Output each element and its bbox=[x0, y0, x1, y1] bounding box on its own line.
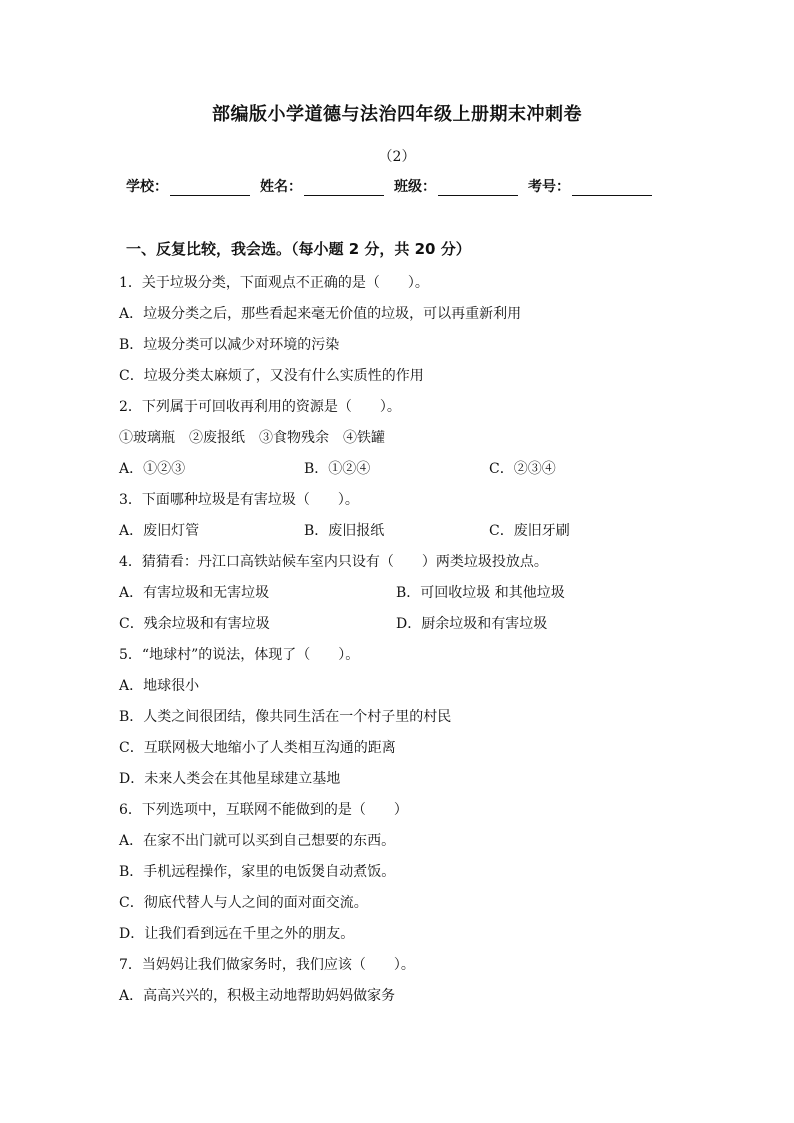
q2-option-a: A．①②③ bbox=[119, 461, 186, 477]
q2-option-c: C．②③④ bbox=[489, 461, 556, 477]
q4-option-b: B．可回收垃圾 和其他垃圾 bbox=[396, 585, 565, 601]
school-label: 学校： bbox=[126, 179, 168, 195]
q4-options-row2 bbox=[119, 609, 719, 640]
name-blank[interactable] bbox=[304, 181, 384, 196]
q4-stem: 4．猜猜看：丹江口高铁站候车室内只设有（ ）两类垃圾投放点。 bbox=[119, 554, 548, 570]
q3-option-b: B．废旧报纸 bbox=[304, 523, 385, 539]
q5-option-d: D．未来人类会在其他星球建立基地 bbox=[119, 771, 341, 787]
q5-option-a: A．地球很小 bbox=[119, 678, 200, 694]
class-label: 班级： bbox=[394, 179, 436, 195]
q4-option-d: D．厨余垃圾和有害垃圾 bbox=[396, 616, 548, 632]
q7-option-a: A．高高兴兴的，积极主动地帮助妈妈做家务 bbox=[119, 988, 396, 1004]
name-field bbox=[260, 176, 384, 196]
q6-stem: 6．下列选项中，互联网不能做到的是（ ） bbox=[119, 802, 408, 818]
q1-stem: 1．关于垃圾分类，下面观点不正确的是（ ）。 bbox=[119, 275, 429, 291]
q6-option-d: D．让我们看到远在千里之外的朋友。 bbox=[119, 926, 355, 942]
class-blank[interactable] bbox=[438, 181, 518, 196]
q3-option-a: A．废旧灯管 bbox=[119, 523, 200, 539]
question-list bbox=[119, 268, 719, 1012]
q2-options bbox=[119, 454, 719, 485]
q3-options bbox=[119, 516, 719, 547]
class-field bbox=[394, 176, 518, 196]
exam-subtitle: （2） bbox=[378, 149, 416, 165]
q1-option-a: A．垃圾分类之后，那些看起来毫无价值的垃圾，可以再重新利用 bbox=[119, 306, 522, 322]
q6-option-b: B．手机远程操作，家里的电饭煲自动煮饭。 bbox=[119, 864, 396, 880]
q5-option-c: C．互联网极大地缩小了人类相互沟通的距离 bbox=[119, 740, 396, 756]
number-label: 考号： bbox=[528, 179, 570, 195]
q6-option-c: C．彻底代替人与人之间的面对面交流。 bbox=[119, 895, 368, 911]
number-blank[interactable] bbox=[572, 181, 652, 196]
q1-option-c: C．垃圾分类太麻烦了，又没有什么实质性的作用 bbox=[119, 368, 424, 384]
q3-stem: 3．下面哪种垃圾是有害垃圾（ ）。 bbox=[119, 492, 359, 508]
q4-option-c: C．残余垃圾和有害垃圾 bbox=[119, 616, 270, 632]
name-label: 姓名： bbox=[260, 179, 302, 195]
q2-items: ①玻璃瓶 ②废报纸 ③食物残余 ④铁罐 bbox=[119, 430, 385, 446]
q5-stem: 5．“地球村”的说法，体现了（ ）。 bbox=[119, 647, 360, 663]
number-field bbox=[528, 176, 652, 196]
school-field bbox=[126, 176, 250, 196]
q1-option-b: B．垃圾分类可以减少对环境的污染 bbox=[119, 337, 340, 353]
q4-option-a: A．有害垃圾和无害垃圾 bbox=[119, 585, 270, 601]
q7-stem: 7．当妈妈让我们做家务时，我们应该（ ）。 bbox=[119, 957, 415, 973]
q2-stem: 2．下列属于可回收再利用的资源是（ ）。 bbox=[119, 399, 401, 415]
school-blank[interactable] bbox=[170, 181, 250, 196]
q5-option-b: B．人类之间很团结，像共同生活在一个村子里的村民 bbox=[119, 709, 452, 725]
section-1-heading: 一、反复比较，我会选。（每小题 2 分，共 20 分） bbox=[126, 240, 471, 258]
exam-title: 部编版小学道德与法治四年级上册期末冲刺卷 bbox=[212, 104, 582, 125]
q4-options-row1 bbox=[119, 578, 719, 609]
q3-option-c: C．废旧牙刷 bbox=[489, 523, 570, 539]
student-info-row bbox=[126, 176, 686, 196]
q2-option-b: B．①②④ bbox=[304, 461, 371, 477]
q6-option-a: A．在家不出门就可以买到自己想要的东西。 bbox=[119, 833, 396, 849]
